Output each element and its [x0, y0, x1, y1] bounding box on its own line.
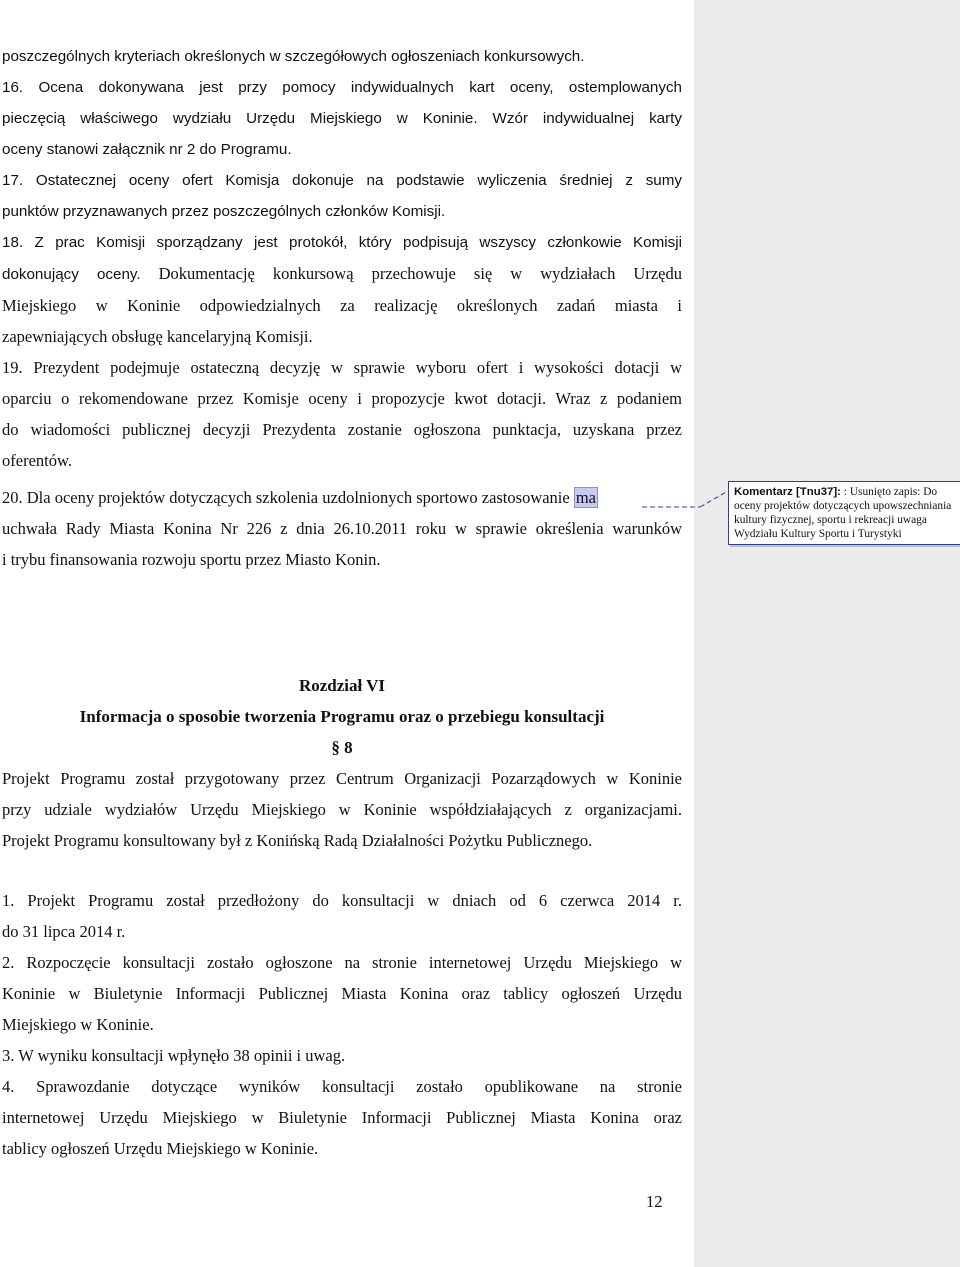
intro-line: poszczególnych kryteriach określonych w szczegółowych ogłoszeniach konkursowych.	[2, 48, 585, 65]
section8-intro-line-3: Projekt Programu konsultowany był z Konińską Radą Działalności Pożytku Publicznego.	[2, 831, 593, 850]
comment-header: Komentarz [Tnu37]:	[734, 486, 841, 498]
item-18-line-1: 18. Z prac Komisji sporządzany jest protokół, który podpisują wszyscy członkowie Komisji	[2, 234, 682, 251]
comment-margin	[694, 0, 960, 1267]
section8-intro-line-2: przy udziale wydziałów Urzędu Miejskiego w Koninie współdziałających z organizacjami.	[2, 800, 682, 819]
chapter-title: Rozdział VI	[298, 676, 386, 695]
item-19-line-1: 19. Prezydent podejmuje ostateczną decyzję w sprawie wyboru ofert i wysokości dotacji w	[2, 358, 682, 377]
page-number: 12	[646, 1192, 663, 1211]
comment-balloon[interactable]	[728, 481, 960, 545]
item-20-block	[2, 482, 682, 575]
item-19-line-3: do wiadomości publicznej decyzji Prezydenta zostanie ogłoszona punktacja, uzyskana przez	[2, 420, 682, 439]
list-item-2-line-1: 2. Rozpoczęcie konsultacji zostało ogłoszone na stronie internetowej Urzędu Miejskiego w	[2, 953, 682, 972]
section8-intro-line-1: Projekt Programu został przygotowany przez Centrum Organizacji Pozarządowych w Koninie	[2, 769, 682, 788]
item-16-line-1: 16. Ocena dokonywana jest przy pomocy indywidualnych kart oceny, ostemplowanych	[2, 79, 682, 96]
list-item-4-line-3: tablicy ogłoszeń Urzędu Miejskiego w Koninie.	[2, 1139, 319, 1158]
comment-body: : Usunięto zapis: Do oceny projektów dotyczących upowszechniania kultury fizycznej, sportu i rekreacji uwaga Wydziału Kultury Sportu i Turystyki	[734, 486, 952, 540]
item-20-line-2: uchwała Rady Miasta Konina Nr 226 z dnia 26.10.2011 roku w sprawie określenia warunków	[2, 519, 682, 538]
item-19-line-4: oferentów.	[2, 451, 72, 470]
list-item-3: 3. W wyniku konsultacji wpłynęło 38 opinii i uwag.	[2, 1046, 346, 1065]
item-18-line-2b: Dokumentację konkursową przechowuje się w wydziałach Urzędu	[140, 264, 682, 283]
list-item-2-line-2: Koninie w Biuletynie Informacji Publicznej Miasta Konina oraz tablicy ogłoszeń Urzędu	[2, 984, 682, 1003]
item-20-line-1-text: 20. Dla oceny projektów dotyczących szkolenia uzdolnionych sportowo zastosowanie	[2, 488, 570, 507]
item-18-line-2	[2, 258, 682, 290]
item-16-line-3: oceny stanowi załącznik nr 2 do Programu.	[2, 141, 292, 158]
item-18-line-4: zapewniających obsługę kancelaryjną Komisji.	[2, 327, 313, 346]
consultation-list	[2, 885, 682, 1164]
item-17-line-1: 17. Ostatecznej oceny ofert Komisja dokonuje na podstawie wyliczenia średniej z sumy	[2, 172, 682, 189]
item-18-line-2a: dokonujący oceny.	[2, 266, 141, 283]
item-18-line-3: Miejskiego w Koninie odpowiedzialnych za realizację określonych zadań miasta i	[2, 296, 682, 315]
item-17-line-2: punktów przyznawanych przez poszczególnych członków Komisji.	[2, 203, 446, 220]
list-item-1-line-2: do 31 lipca 2014 r.	[2, 922, 126, 941]
item-19-line-2: oparciu o rekomendowane przez Komisje oceny i propozycje kwot dotacji. Wraz z podaniem	[2, 389, 682, 408]
comment-connector-line	[640, 483, 730, 509]
paragraph-sign: § 8	[331, 738, 353, 757]
top-text-block	[2, 41, 682, 476]
list-item-2-line-3: Miejskiego w Koninie.	[2, 1015, 154, 1034]
chapter-subtitle: Informacja o sposobie tworzenia Programu oraz o przebiegu konsultacji	[79, 707, 605, 726]
list-item-4-line-1: 4. Sprawozdanie dotyczące wyników konsultacji zostało opublikowane na stronie	[2, 1077, 682, 1096]
item-20-line-3: i trybu finansowania rozwoju sportu przez Miasto Konin.	[2, 550, 381, 569]
item-20-line-1	[2, 482, 682, 513]
commented-text-highlight[interactable]: ma	[575, 488, 597, 507]
item-16-line-2: pieczęcią właściwego wydziału Urzędu Miejskiego w Koninie. Wzór indywidualnej karty	[2, 110, 682, 127]
chapter-block	[2, 670, 682, 856]
list-item-1-line-1: 1. Projekt Programu został przedłożony do konsultacji w dniach od 6 czerwca 2014 r.	[2, 891, 682, 910]
list-item-4-line-2: internetowej Urzędu Miejskiego w Biuletynie Informacji Publicznej Miasta Konina oraz	[2, 1108, 682, 1127]
